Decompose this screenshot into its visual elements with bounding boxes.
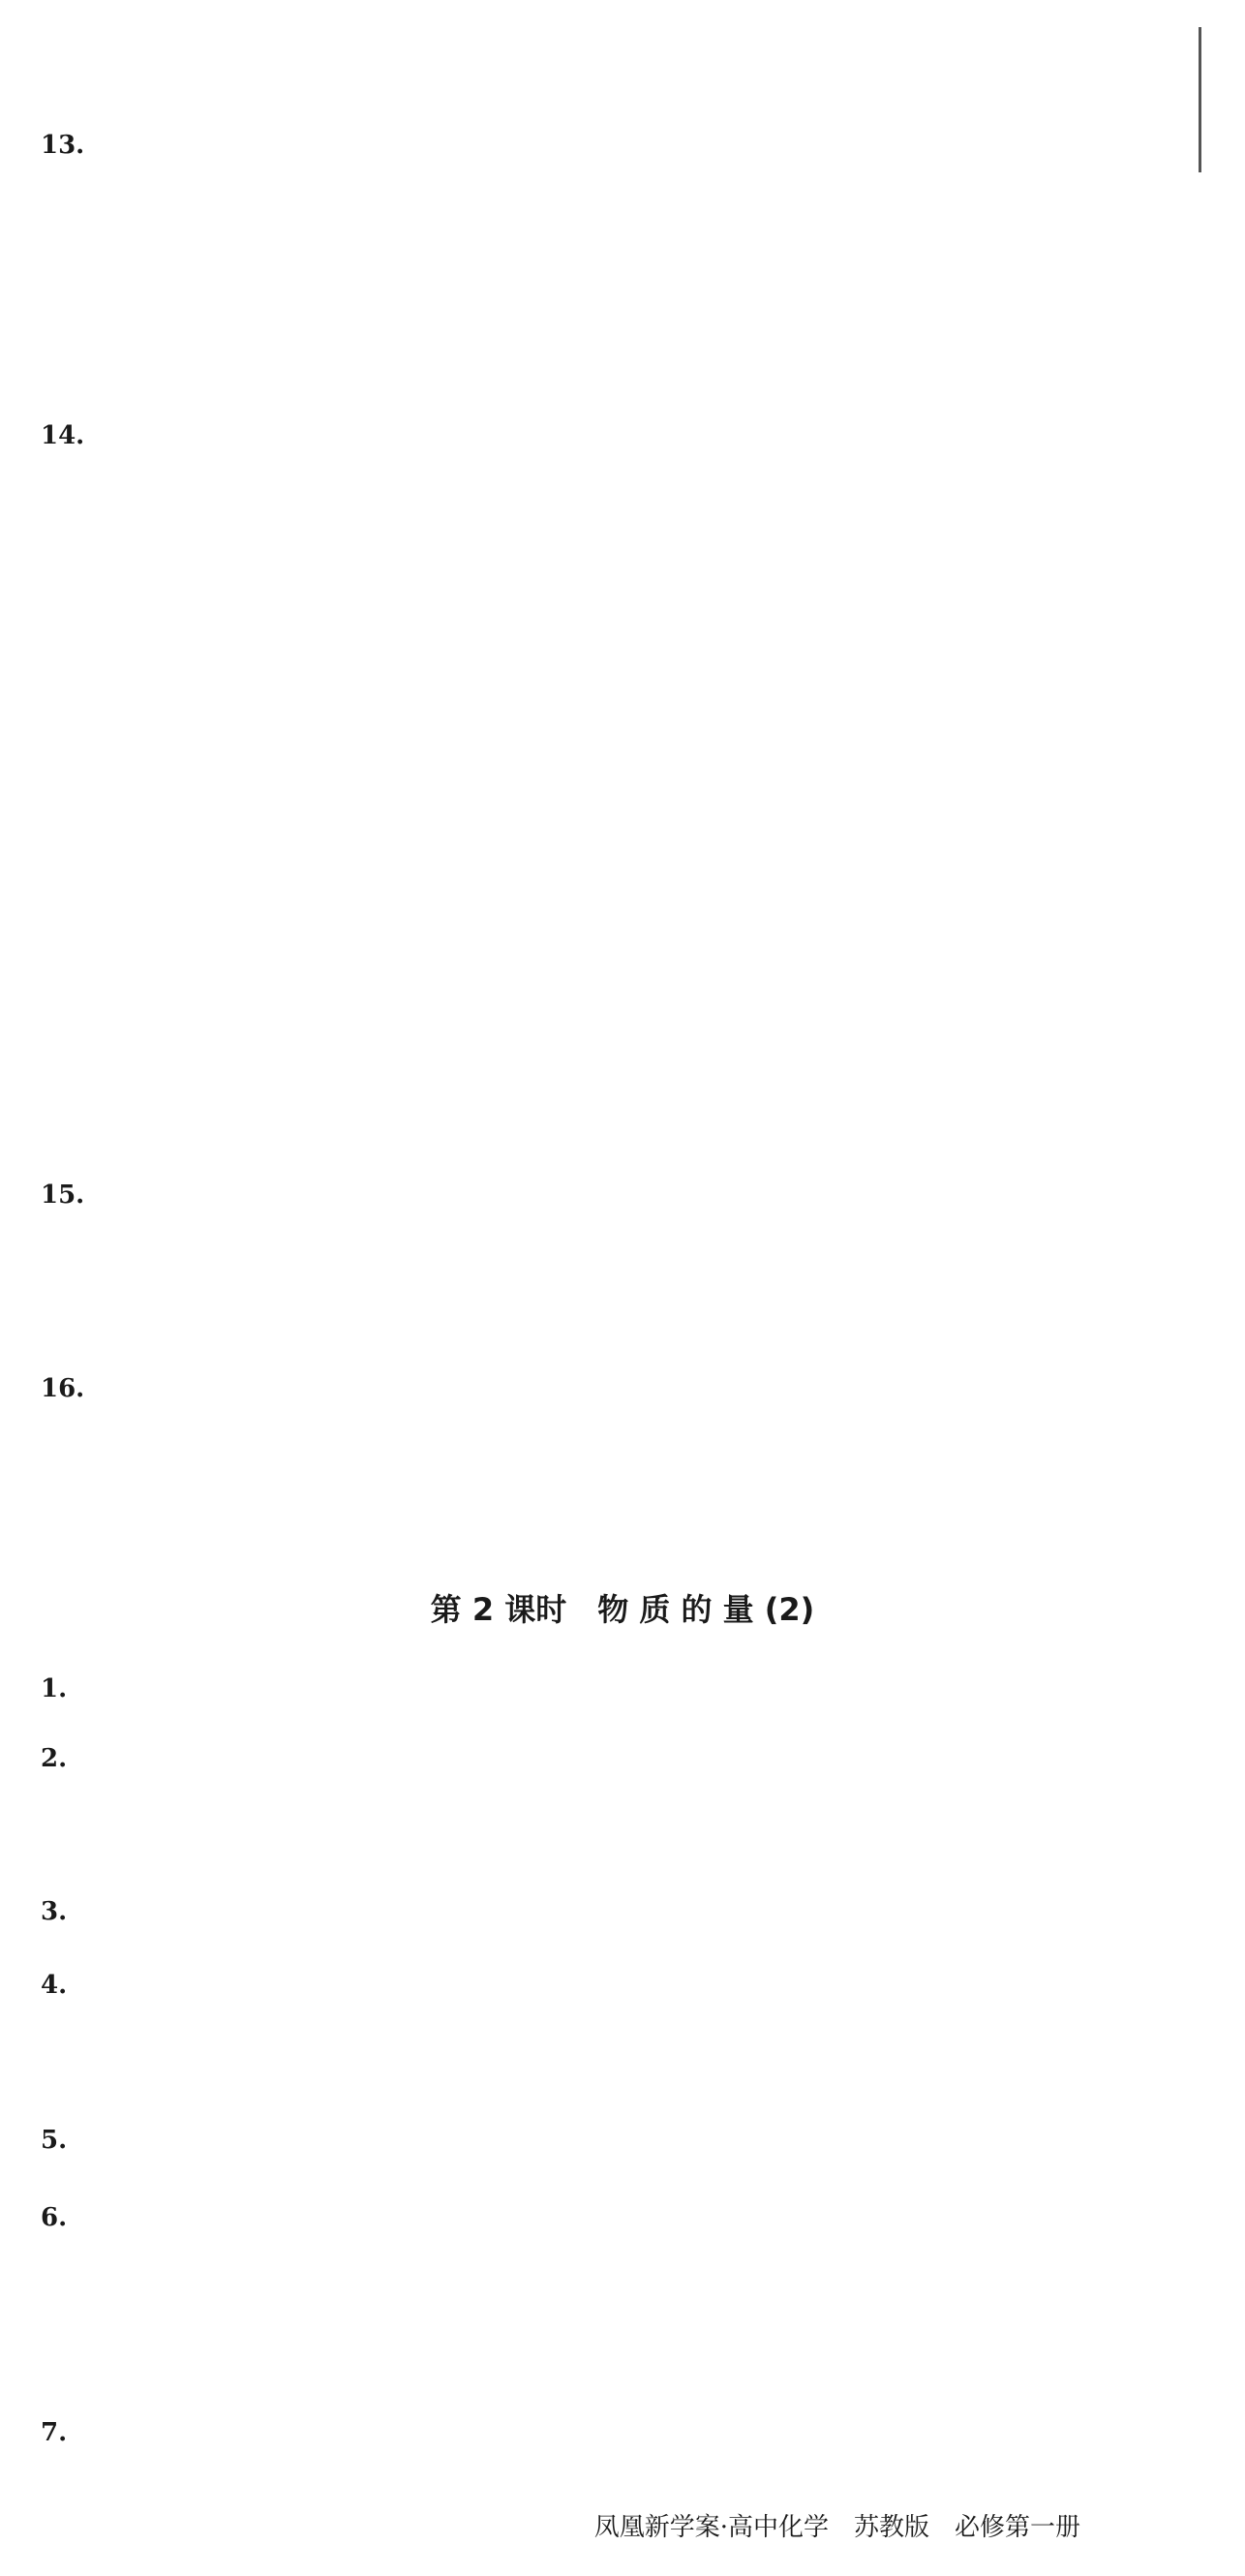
question-number: 14. <box>41 421 85 450</box>
question-number: 2. <box>41 1744 68 1773</box>
question-number: 7. <box>41 2418 68 2447</box>
page-edge-line <box>1199 27 1201 172</box>
question-number: 13. <box>41 131 85 160</box>
section-heading: 第 2 课时 物 质 的 量 (2) <box>430 1591 815 1628</box>
question-number: 4. <box>41 1971 68 2000</box>
page-footer: 凤凰新学案·高中化学 苏教版 必修第一册 <box>593 2513 1080 2542</box>
question-number: 3. <box>41 1897 68 1926</box>
question-number: 16. <box>41 1374 85 1403</box>
question-number: 6. <box>41 2203 68 2232</box>
question-number: 5. <box>41 2126 68 2155</box>
question-number: 15. <box>41 1181 85 1210</box>
question-number: 1. <box>41 1674 68 1703</box>
